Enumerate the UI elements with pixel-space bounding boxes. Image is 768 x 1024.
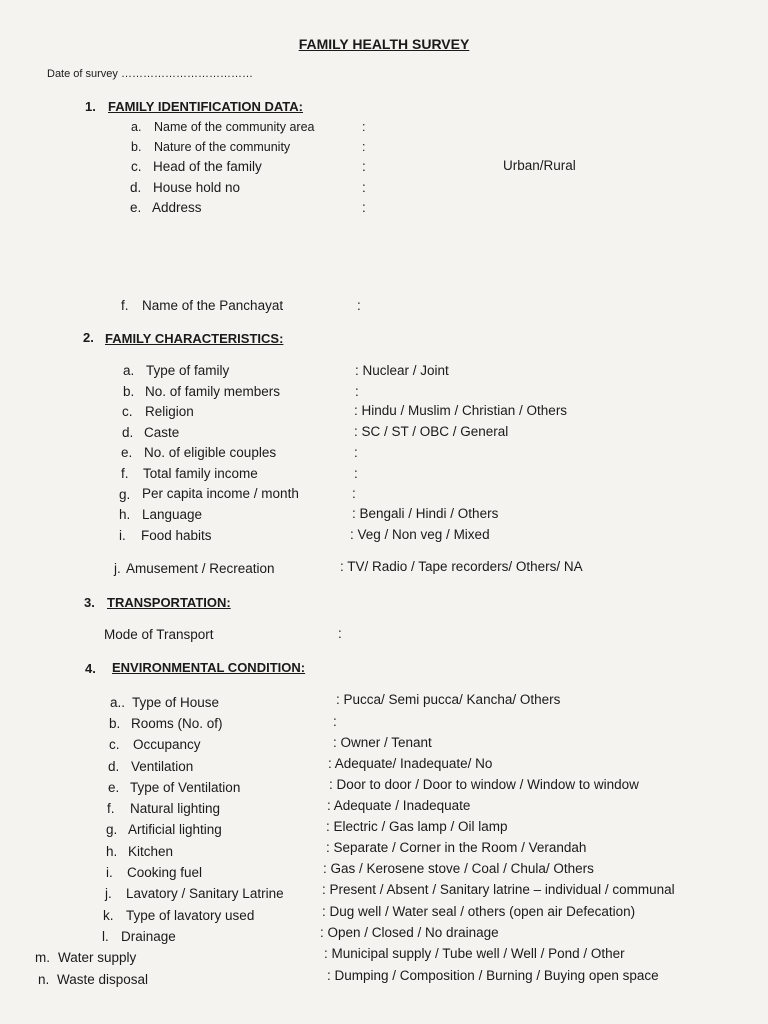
s2-item-label: Total family income [143,466,258,481]
s4-item-letter: a.. [110,695,126,710]
page-title: FAMILY HEALTH SURVEY [298,36,470,52]
s4-item-letter: i. [106,865,113,880]
s4-item-letter: d. [108,759,120,774]
s1-item-letter: a. [131,120,142,134]
s2-item-value: : SC / ST / OBC / General [354,424,509,439]
s1-item-label: House hold no [153,180,241,195]
s1-item-label: Nature of the community [154,140,291,154]
s4-item-label: Occupancy [133,737,201,752]
s4-item-value: : Present / Absent / Sanitary latrine – individual / communal [322,882,675,897]
s4-item-letter: j. [105,886,112,901]
s2-item-label: No. of family members [145,384,281,399]
s4-item-letter: c. [109,737,120,752]
s2-item-letter: a. [123,363,135,378]
s1-item-colon: : [362,140,366,154]
s4-item-value: : Adequate / Inadequate [327,798,471,813]
s2-item-value: : [354,466,358,481]
s2-item-letter: j. [114,561,121,576]
s4-item-label: Drainage [121,929,176,944]
s2-item-label: Per capita income / month [142,486,299,501]
s1-item-letter: c. [131,159,142,174]
s4-item-letter: b. [109,716,121,731]
s4-item-letter: n. [38,972,50,987]
s4-item-value: : Owner / Tenant [333,735,432,750]
s4-item-letter: k. [103,908,114,923]
s4-item-letter: l. [102,929,109,944]
s4-item-value: : Adequate/ Inadequate/ No [328,756,493,771]
s4-item-value: : Dumping / Composition / Burning / Buying open space [327,968,659,983]
section-4-number: 4. [85,661,96,676]
s4-item-letter: h. [106,844,118,859]
s4-item-value: : Door to door / Door to window / Window to window [329,777,639,792]
s3-item-label: Mode of Transport [104,627,214,642]
s1-item-label: Address [152,200,202,215]
s1-item-label: Name of the community area [154,120,315,134]
s4-item-value: : [333,714,337,729]
s2-item-letter: g. [119,487,131,502]
s4-item-letter: e. [108,780,120,795]
s1-item-label: Name of the Panchayat [142,298,284,313]
s4-item-letter: m. [35,950,50,965]
s2-item-letter: i. [119,528,126,543]
s4-item-label: Cooking fuel [127,865,203,880]
s1-item-colon: : [357,298,361,313]
s4-item-label: Waste disposal [57,972,149,987]
s4-item-value: : Open / Closed / No drainage [320,925,499,940]
section-1-title: FAMILY IDENTIFICATION DATA: [108,99,303,114]
s2-item-letter: h. [119,507,131,522]
s2-item-value: : [355,384,359,399]
section-3-title: TRANSPORTATION: [107,595,231,610]
s1-item-letter: d. [130,180,142,195]
s1-item-letter: e. [130,200,142,215]
s4-item-value: : Municipal supply / Tube well / Well / Pond / Other [324,946,625,961]
s1-item-colon: : [362,180,366,195]
s2-item-value: : Bengali / Hindi / Others [352,506,499,521]
s4-item-label: Natural lighting [130,801,221,816]
s4-item-label: Water supply [58,950,137,965]
s2-item-value: : Nuclear / Joint [355,363,449,378]
s1-item-colon: : [362,159,366,174]
section-2-number: 2. [83,330,94,345]
s4-item-label: Lavatory / Sanitary Latrine [126,886,284,901]
s1-item-label: Head of the family [153,159,262,174]
s4-item-label: Type of Ventilation [130,780,241,795]
s2-item-label: Language [142,507,203,522]
s1-item-value: Urban/Rural [503,158,576,173]
s4-item-value: : Separate / Corner in the Room / Verandah [326,840,587,855]
s2-item-letter: b. [123,384,135,399]
s2-item-label: Food habits [141,528,212,543]
section-4-title: ENVIRONMENTAL CONDITION: [112,660,306,675]
s4-item-value: : Pucca/ Semi pucca/ Kancha/ Others [336,692,561,707]
s2-item-letter: c. [122,404,133,419]
s4-item-value: : Gas / Kerosene stove / Coal / Chula/ Others [323,861,594,876]
s2-item-value: : Hindu / Muslim / Christian / Others [354,403,568,418]
s1-item-letter: f. [121,298,129,313]
section-1-number: 1. [85,99,96,114]
s4-item-label: Kitchen [128,844,174,859]
s4-item-label: Type of House [132,695,220,710]
s2-item-label: No. of eligible couples [144,445,277,460]
s4-item-value: : Dug well / Water seal / others (open air Defecation) [322,904,636,919]
section-2-title: FAMILY CHARACTERISTICS: [105,331,284,346]
s2-item-label: Type of family [146,363,230,378]
s2-item-label: Religion [145,404,194,419]
section-3-number: 3. [84,595,95,610]
s1-item-colon: : [362,200,366,215]
s2-item-value: : TV/ Radio / Tape recorders/ Others/ NA [340,559,583,574]
s2-item-letter: d. [122,425,134,440]
s2-item-label: Amusement / Recreation [126,561,275,576]
s3-item-value: : [338,626,342,641]
s4-item-label: Type of lavatory used [126,908,255,923]
s4-item-value: : Electric / Gas lamp / Oil lamp [326,819,508,834]
s2-item-letter: f. [121,466,129,481]
s4-item-letter: g. [106,822,118,837]
s2-item-letter: e. [121,445,133,460]
s2-item-value: : Veg / Non veg / Mixed [350,527,490,542]
s2-item-value: : [354,445,358,460]
s2-item-value: : [352,486,356,501]
s4-item-label: Ventilation [131,759,194,774]
s2-item-label: Caste [144,425,180,440]
date-of-survey: Date of survey ……………………………… [47,68,253,80]
s4-item-letter: f. [107,801,115,816]
s1-item-letter: b. [131,140,142,154]
s1-item-colon: : [362,120,366,134]
s4-item-label: Rooms (No. of) [131,716,223,731]
s4-item-label: Artificial lighting [128,822,222,837]
